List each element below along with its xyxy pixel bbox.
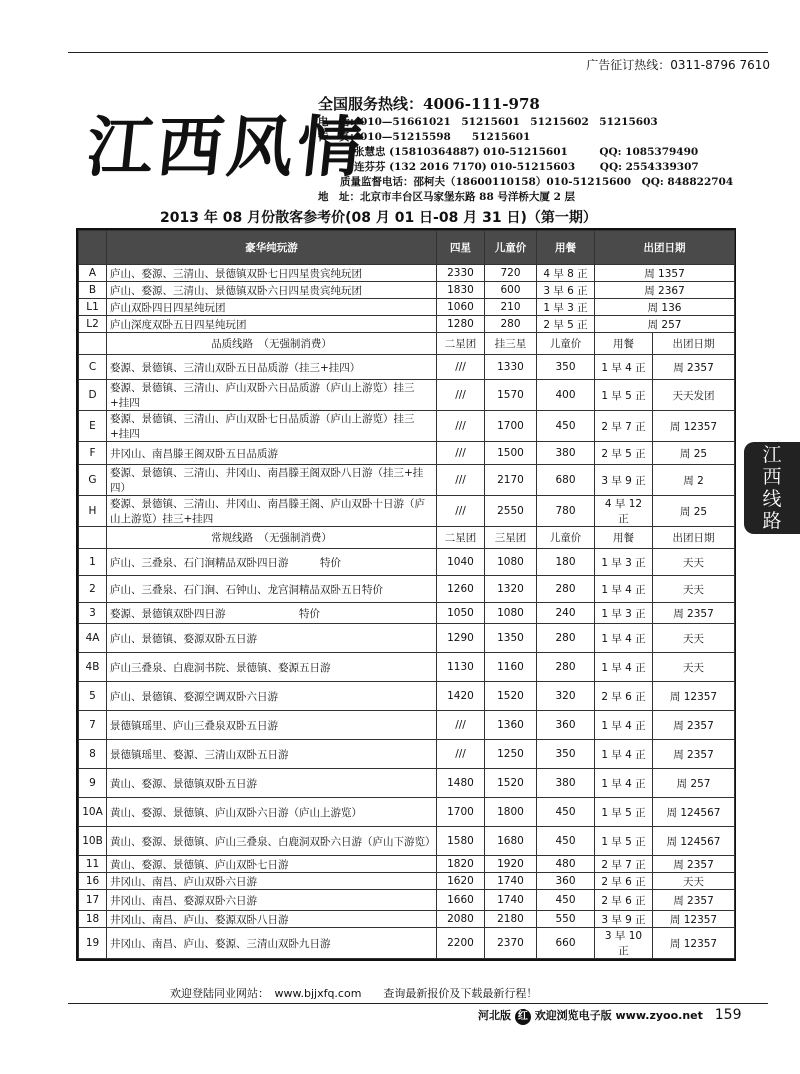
departure-days: 周 124567 (653, 798, 735, 827)
regular-col-header: 二星团 (437, 527, 485, 549)
meals: 1 早 5 正 (595, 798, 653, 827)
departure-days: 周 25 (653, 496, 735, 527)
regular-row (79, 873, 735, 890)
price-tier-2: 1160 (485, 653, 537, 682)
contact-person-1: 张慧忠 (15810364887) 010-51215601 QQ: 1085379490 (354, 146, 699, 158)
route-name: 庐山、三叠泉、石门涧精品双卧四日游 特价 (107, 549, 437, 576)
price-tier-1: 1290 (437, 624, 485, 653)
meals: 2 早 7 正 (595, 856, 653, 873)
price-tier-1: /// (437, 411, 485, 442)
price-tier-1: 1050 (437, 603, 485, 624)
route-name: 庐山三叠泉、白鹿洞书院、景德镇、婺源五日游 (107, 653, 437, 682)
price-tier-1: 1420 (437, 682, 485, 711)
regular-col-header: 用餐 (595, 527, 653, 549)
departure-days: 周 12357 (653, 411, 735, 442)
route-name: 婺源、景德镇、三清山、庐山双卧六日品质游（庐山上游览）挂三+挂四 (107, 380, 437, 411)
quality-col-header: 用餐 (595, 333, 653, 355)
price-tier-2: 2550 (485, 496, 537, 527)
meals: 2 早 6 正 (595, 873, 653, 890)
price-tier-1: 2080 (437, 911, 485, 928)
price-child: 380 (537, 769, 595, 798)
meals: 2 早 5 正 (537, 316, 595, 333)
luxury-row (79, 316, 735, 333)
bottom-rule (68, 1003, 768, 1004)
route-code: 10B (79, 827, 107, 856)
page-number: 159 (714, 1007, 742, 1023)
departure-days: 周 12357 (653, 682, 735, 711)
price-child: 350 (537, 740, 595, 769)
meals: 3 早 6 正 (537, 282, 595, 299)
departure-days: 周 12357 (653, 928, 735, 959)
price-child: 210 (485, 299, 537, 316)
price-tier-2: 1350 (485, 624, 537, 653)
price-tier-2: 1800 (485, 798, 537, 827)
ad-hotline: 广告征订热线：0311-8796 7610 (586, 58, 770, 72)
price-child: 480 (537, 856, 595, 873)
price-tier-1: /// (437, 740, 485, 769)
departure-days: 天天 (653, 873, 735, 890)
regular-col-header: 儿童价 (537, 527, 595, 549)
price-tier-2: 1700 (485, 411, 537, 442)
route-code: 7 (79, 711, 107, 740)
quality-row (79, 355, 735, 380)
route-name: 井冈山、南昌滕王阁双卧五日品质游 (107, 442, 437, 465)
price-table-body (79, 231, 735, 959)
route-code: 10A (79, 798, 107, 827)
price-tier-2: 1570 (485, 380, 537, 411)
route-code: 2 (79, 576, 107, 603)
route-name: 婺源、景德镇双卧四日游 特价 (107, 603, 437, 624)
quality-col-header: 出团日期 (653, 333, 735, 355)
regular-row (79, 549, 735, 576)
meals: 2 早 6 正 (595, 890, 653, 911)
price-tier-1: 1820 (437, 856, 485, 873)
quality-row (79, 380, 735, 411)
price-child: 350 (537, 355, 595, 380)
regular-title: 常规线路 （无强制消费） (107, 527, 437, 549)
route-code: 5 (79, 682, 107, 711)
departure-days: 周 124567 (653, 827, 735, 856)
meals: 2 早 5 正 (595, 442, 653, 465)
price-tier-2: 1520 (485, 769, 537, 798)
price-four-star: 1060 (437, 299, 485, 316)
section-side-tab (744, 442, 800, 534)
route-code: L1 (79, 299, 107, 316)
price-child: 450 (537, 411, 595, 442)
brand-logo: 江西风情 (83, 108, 372, 186)
route-code: G (79, 465, 107, 496)
meals: 4 早 8 正 (537, 265, 595, 282)
route-name: 井冈山、南昌、庐山双卧六日游 (107, 873, 437, 890)
price-child: 780 (537, 496, 595, 527)
quality-phone: 质量监督电话：邵柯夫（18600110158）010-51215600 QQ: 848822704 (340, 176, 734, 188)
luxury-row (79, 265, 735, 282)
departure-days: 周 2357 (653, 856, 735, 873)
meals: 1 早 5 正 (595, 380, 653, 411)
departure-days: 周 2 (653, 465, 735, 496)
price-tier-2: 1740 (485, 873, 537, 890)
address-line: 地 址：北京市丰台区马家堡东路 88 号洋桥大厦 2 层 (318, 191, 576, 203)
welcome-line: 欢迎登陆同业网站： www.bjjxfq.com 查询最新报价及下载最新行程！ (170, 987, 538, 1000)
route-code: 4B (79, 653, 107, 682)
meals: 1 早 4 正 (595, 653, 653, 682)
meals: 1 早 3 正 (537, 299, 595, 316)
luxury-col-date: 出团日期 (595, 231, 735, 265)
route-name: 婺源、景德镇、三清山、井冈山、南昌滕王阁双卧八日游（挂三+挂四） (107, 465, 437, 496)
route-code: 3 (79, 603, 107, 624)
regular-row (79, 769, 735, 798)
price-child: 450 (537, 798, 595, 827)
price-tier-2: 1500 (485, 442, 537, 465)
route-code: 4A (79, 624, 107, 653)
route-name: 庐山深度双卧五日四星纯玩团 (107, 316, 437, 333)
top-rule (68, 52, 768, 53)
regular-col-header: 出团日期 (653, 527, 735, 549)
route-name: 婺源、景德镇、三清山、井冈山、南昌滕王阁、庐山双卧十日游（庐山上游览）挂三+挂四 (107, 496, 437, 527)
price-child: 280 (537, 624, 595, 653)
quality-row (79, 496, 735, 527)
meals: 1 早 5 正 (595, 827, 653, 856)
departure-days: 天天 (653, 624, 735, 653)
quality-row (79, 465, 735, 496)
route-code: 16 (79, 873, 107, 890)
price-tier-1: 1700 (437, 798, 485, 827)
route-code: B (79, 282, 107, 299)
luxury-col-child: 儿童价 (485, 231, 537, 265)
regular-row (79, 827, 735, 856)
luxury-title: 豪华纯玩游 (107, 231, 437, 265)
blank-cell (79, 333, 107, 355)
route-name: 庐山、婺源、三清山、景德镇双卧七日四星贵宾纯玩团 (107, 265, 437, 282)
route-name: 庐山、婺源、三清山、景德镇双卧六日四星贵宾纯玩团 (107, 282, 437, 299)
luxury-header-row (79, 231, 735, 265)
departure-days: 周 2357 (653, 355, 735, 380)
departure-days: 周 25 (653, 442, 735, 465)
meals: 1 早 4 正 (595, 711, 653, 740)
departure-days: 天天 (653, 549, 735, 576)
price-child: 360 (537, 873, 595, 890)
meals: 2 早 7 正 (595, 411, 653, 442)
price-child: 180 (537, 549, 595, 576)
meals: 1 早 4 正 (595, 576, 653, 603)
regular-row (79, 911, 735, 928)
luxury-col-star: 四星 (437, 231, 485, 265)
price-child: 550 (537, 911, 595, 928)
departure-days: 天天 (653, 653, 735, 682)
price-tier-1: 1580 (437, 827, 485, 856)
departure-days: 周 2357 (653, 890, 735, 911)
regular-row (79, 624, 735, 653)
price-tier-1: /// (437, 442, 485, 465)
departure-days: 周 2367 (595, 282, 735, 299)
route-name: 井冈山、南昌、婺源双卧六日游 (107, 890, 437, 911)
price-tier-1: /// (437, 711, 485, 740)
page-footer (478, 1007, 741, 1025)
price-tier-2: 2370 (485, 928, 537, 959)
route-name: 庐山、三叠泉、石门涧、石钟山、龙宫洞精品双卧五日特价 (107, 576, 437, 603)
meals: 1 早 4 正 (595, 624, 653, 653)
price-child: 280 (485, 316, 537, 333)
price-tier-1: 1130 (437, 653, 485, 682)
route-code: A (79, 265, 107, 282)
route-code: 17 (79, 890, 107, 911)
meals: 3 早 10 正 (595, 928, 653, 959)
departure-days: 周 136 (595, 299, 735, 316)
route-name: 井冈山、南昌、庐山、婺源、三清山双卧九日游 (107, 928, 437, 959)
meals: 3 早 9 正 (595, 911, 653, 928)
footer-edition: 河北版 (478, 1009, 511, 1022)
service-hotline: 全国服务热线：4006-111-978 (318, 95, 540, 113)
route-name: 黄山、婺源、景德镇双卧五日游 (107, 769, 437, 798)
price-tier-1: 1260 (437, 576, 485, 603)
quality-col-header: 二星团 (437, 333, 485, 355)
price-child: 240 (537, 603, 595, 624)
quality-row (79, 442, 735, 465)
departure-days: 周 257 (653, 769, 735, 798)
meals: 1 早 3 正 (595, 549, 653, 576)
price-child: 450 (537, 827, 595, 856)
regular-col-header: 三星团 (485, 527, 537, 549)
price-four-star: 1830 (437, 282, 485, 299)
route-name: 景德镇瑶里、庐山三叠泉双卧五日游 (107, 711, 437, 740)
price-child: 360 (537, 711, 595, 740)
route-code: E (79, 411, 107, 442)
meals: 1 早 4 正 (595, 769, 653, 798)
meals: 1 早 4 正 (595, 355, 653, 380)
price-tier-2: 1740 (485, 890, 537, 911)
meals: 3 早 9 正 (595, 465, 653, 496)
price-four-star: 2330 (437, 265, 485, 282)
route-code: H (79, 496, 107, 527)
contact-person-2: 连芬芬 (132 2016 7170) 010-51215603 QQ: 2554339307 (354, 161, 699, 173)
price-tier-2: 1080 (485, 603, 537, 624)
price-tier-2: 2180 (485, 911, 537, 928)
price-tier-2: 1250 (485, 740, 537, 769)
route-code: F (79, 442, 107, 465)
price-child: 380 (537, 442, 595, 465)
regular-row (79, 682, 735, 711)
route-code: C (79, 355, 107, 380)
price-tier-1: /// (437, 465, 485, 496)
route-code: 1 (79, 549, 107, 576)
price-tier-2: 1520 (485, 682, 537, 711)
price-child: 720 (485, 265, 537, 282)
route-name: 庐山双卧四日四星纯玩团 (107, 299, 437, 316)
price-tier-2: 1320 (485, 576, 537, 603)
route-code: 8 (79, 740, 107, 769)
regular-row (79, 576, 735, 603)
price-tier-2: 1920 (485, 856, 537, 873)
regular-row (79, 711, 735, 740)
price-tier-2: 1330 (485, 355, 537, 380)
price-tier-1: 2200 (437, 928, 485, 959)
luxury-row (79, 299, 735, 316)
price-child: 680 (537, 465, 595, 496)
departure-days: 周 1357 (595, 265, 735, 282)
regular-row (79, 798, 735, 827)
regular-row (79, 603, 735, 624)
regular-row (79, 740, 735, 769)
price-child: 280 (537, 653, 595, 682)
meals: 2 早 6 正 (595, 682, 653, 711)
departure-days: 天天 (653, 576, 735, 603)
route-code: 18 (79, 911, 107, 928)
price-child: 280 (537, 576, 595, 603)
price-period-title: 2013 年 08 月份散客参考价(08 月 01 日-08 月 31 日)（第一期） (160, 210, 597, 226)
route-name: 井冈山、南昌、庐山、婺源双卧八日游 (107, 911, 437, 928)
route-name: 婺源、景德镇、三清山、庐山双卧七日品质游（庐山上游览）挂三+挂四 (107, 411, 437, 442)
route-code: 9 (79, 769, 107, 798)
route-name: 庐山、景德镇、婺源双卧五日游 (107, 624, 437, 653)
route-name: 庐山、景德镇、婺源空调双卧六日游 (107, 682, 437, 711)
route-name: 黄山、婺源、景德镇、庐山三叠泉、白鹿洞双卧六日游（庐山下游览） (107, 827, 437, 856)
price-tier-1: 1040 (437, 549, 485, 576)
price-table (76, 228, 736, 961)
meals: 1 早 4 正 (595, 740, 653, 769)
phone-line: 电 话：010—51661021 51215601 51215602 51215603 (318, 116, 658, 128)
route-name: 黄山、婺源、景德镇、庐山双卧六日游（庐山上游览） (107, 798, 437, 827)
price-child: 450 (537, 890, 595, 911)
departure-days: 周 2357 (653, 603, 735, 624)
price-tier-1: /// (437, 496, 485, 527)
departure-days: 周 2357 (653, 740, 735, 769)
side-tab-label: 江西线路 (762, 444, 782, 532)
price-child: 660 (537, 928, 595, 959)
price-tier-1: 1480 (437, 769, 485, 798)
price-tier-2: 2170 (485, 465, 537, 496)
luxury-col-meal: 用餐 (537, 231, 595, 265)
quality-col-header: 儿童价 (537, 333, 595, 355)
price-tier-2: 1080 (485, 549, 537, 576)
price-tier-2: 1360 (485, 711, 537, 740)
departure-days: 周 257 (595, 316, 735, 333)
price-child: 320 (537, 682, 595, 711)
departure-days: 周 12357 (653, 911, 735, 928)
regular-row (79, 653, 735, 682)
regular-header-row (79, 527, 735, 549)
departure-days: 天天发团 (653, 380, 735, 411)
route-code: L2 (79, 316, 107, 333)
quality-col-header: 挂三星 (485, 333, 537, 355)
regular-row (79, 928, 735, 959)
regular-row (79, 890, 735, 911)
price-tier-2: 1680 (485, 827, 537, 856)
footer-seal: 红 (515, 1009, 531, 1025)
price-tier-1: /// (437, 380, 485, 411)
route-code: 19 (79, 928, 107, 959)
price-tier-1: 1620 (437, 873, 485, 890)
price-four-star: 1280 (437, 316, 485, 333)
route-name: 黄山、婺源、景德镇、庐山双卧七日游 (107, 856, 437, 873)
route-name: 景德镇瑶里、婺源、三清山双卧五日游 (107, 740, 437, 769)
quality-row (79, 411, 735, 442)
route-name: 婺源、景德镇、三清山双卧五日品质游（挂三+挂四） (107, 355, 437, 380)
meals: 1 早 3 正 (595, 603, 653, 624)
blank-cell (79, 527, 107, 549)
luxury-row (79, 282, 735, 299)
route-code: 11 (79, 856, 107, 873)
quality-header-row (79, 333, 735, 355)
price-tier-1: 1660 (437, 890, 485, 911)
meals: 4 早 12 正 (595, 496, 653, 527)
price-child: 600 (485, 282, 537, 299)
regular-row (79, 856, 735, 873)
route-code: D (79, 380, 107, 411)
departure-days: 周 2357 (653, 711, 735, 740)
price-tier-1: /// (437, 355, 485, 380)
quality-title: 品质线路 （无强制消费） (107, 333, 437, 355)
fax-line: 传 真：010—51215598 51215601 (318, 131, 531, 143)
price-child: 400 (537, 380, 595, 411)
footer-text: 欢迎浏览电子版 www.zyoo.net (534, 1009, 703, 1022)
